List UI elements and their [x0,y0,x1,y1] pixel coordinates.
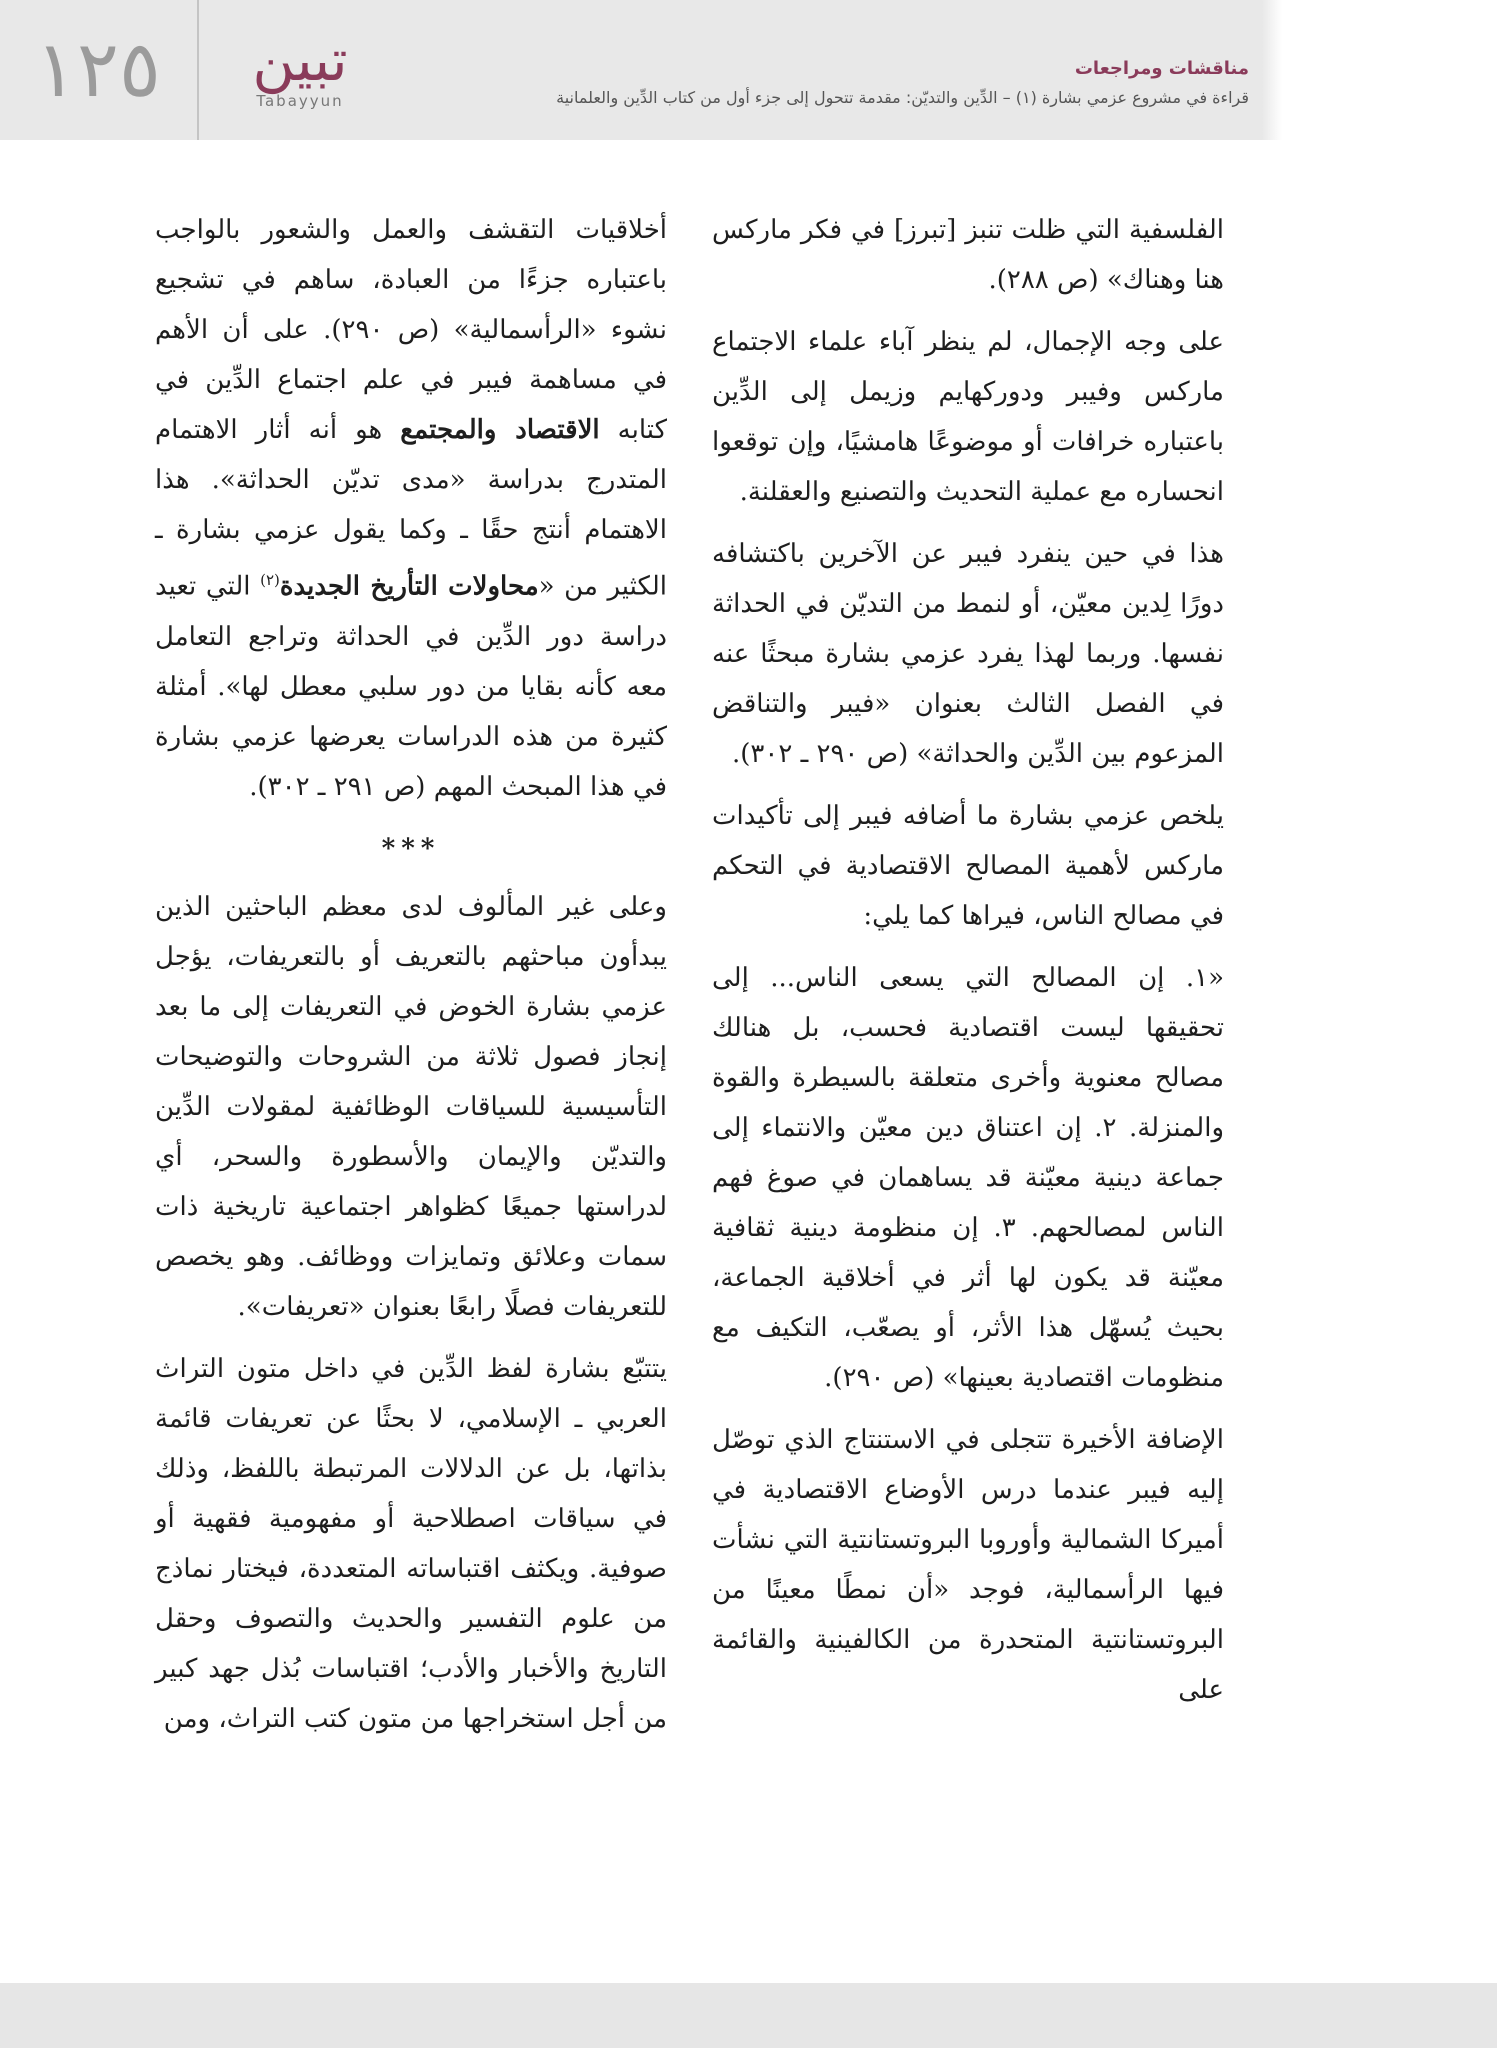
journal-logo [205,22,395,132]
section-separator: *** [381,833,441,864]
logo-english: Tabayyun [256,92,344,110]
text-run: هو أنه أثار الاهتمام المتدرج بدراسة «مدى تديّن الحداثة». هذا الاهتمام أنتج حقًا ـ وكما يقول عزمي بشارة ـ الكثير من « [155,415,667,602]
paragraph: يتتبّع بشارة لفظ الدِّين في داخل متون التراث العربي ـ الإسلامي، لا بحثًا عن تعريفات قائمة بذاتها، بل عن الدلالات المرتبطة باللفظ، وذلك في سياقات اصطلاحية أو مفهومية فقهية أو صوفية. ويكثف اقتباساته المتعددة، فيختار نماذج من علوم التفسير والحديث والتصوف وحقل التاريخ والأخبار والأدب؛ اقتباسات بُذل جهد كبير من أجل استخراجها من متون كتب التراث، ومن [155,1353,667,1734]
left-column [155,205,667,1756]
paragraph: وعلى غير المألوف لدى معظم الباحثين الذين يبدأون مباحثهم بالتعريف أو بالتعريفات، يؤجل عزمي بشارة الخوض في التعريفات إلى ما بعد إنجاز فصول ثلاثة من الشروحات والتوضيحات التأسيسية للسياقات الوظائفية لمقولات الدِّين والتديّن والإيمان والأسطورة والسحر، أي لدراستها جميعًا كظواهر اجتماعية تاريخية ذات سمات وعلائق وتمايزات ووظائف. وهو يخصص للتعريفات فصلًا رابعًا بعنوان «تعريفات». [155,891,667,1322]
right-column [712,205,1224,1727]
paragraph: الإضافة الأخيرة تتجلى في الاستنتاج الذي توصّل إليه فيبر عندما درس الأوضاع الاقتصادية في أميركا الشمالية وأوروبا البروتستانتية التي نشأت فيها الرأسمالية، فوجد «أن نمطًا معينًا من البروتستانتية المتحدرة من الكالفينية والقائمة على [712,1425,1224,1705]
paragraph: هذا في حين ينفرد فيبر عن الآخرين باكتشافه دورًا لِدين معيّن، أو لنمط من التديّن في الحداثة نفسها. وربما لهذا يفرد عزمي بشارة مبحثًا عنه في الفصل الثالث بعنوان «فيبر والتناقض المزعوم بين الدِّين والحداثة» (ص ٢٩٠ ـ ٣٠٢). [712,539,1224,769]
section-label: مناقشات ومراجعات [1074,58,1249,79]
paragraph: الفلسفية التي ظلت تنبز [تبرز] في فكر ماركس هنا وهناك» (ص ٢٨٨). [712,215,1224,295]
page-number: ١٢٥ [35,25,161,115]
text-run: التي تعيد دراسة دور الدِّين في الحداثة وتراجع التعامل معه كأنه بقايا من دور سلبي معطل لها». أمثلة كثيرة من هذه الدراسات يعرضها عزمي بشارة في هذا المبحث المهم (ص ٢٩١ ـ ٣٠٢). [155,571,667,802]
text-run: أخلاقيات التقشف والعمل والشعور بالواجب باعتباره جزءًا من العبادة، ساهم في تشجيع نشوء «الرأسمالية» (ص ٢٩٠). على أن الأهم في مساهمة فيبر في علم اجتماع الدِّين في كتابه [155,215,667,445]
logo-arabic: تبين [252,26,348,94]
emphasis-term: محاولات التأريخ الجديدة [279,571,539,602]
article-title: قراءة في مشروع عزمي بشارة (١) – الدِّين والتديّن: مقدمة تتحول إلى جزء أول من كتاب الدِّين والعلمانية [556,88,1249,107]
paragraph [155,205,667,812]
paragraph: على وجه الإجمال، لم ينظر آباء علماء الاجتماع ماركس وفيبر ودوركهايم وزيمل إلى الدِّين باعتباره خرافات أو موضوعًا هامشيًا، وإن توقعوا انحساره مع عملية التحديث والتصنيع والعقلنة. [712,327,1224,507]
page-number-box [0,0,196,140]
book-title: الاقتصاد والمجتمع [400,415,600,445]
footnote-ref[interactable]: (٢) [260,571,280,589]
footer-band [0,1983,1497,2048]
paragraph: يلخص عزمي بشارة ما أضافه فيبر إلى تأكيدات ماركس لأهمية المصالح الاقتصادية في التحكم في مصالح الناس، فيراها كما يلي: [712,801,1224,931]
header-shade [1262,0,1282,140]
quotation: «١. إن المصالح التي يسعى الناس... إلى تحقيقها ليست اقتصادية فحسب، بل هنالك مصالح معنوية وأخرى متعلقة بالسيطرة والقوة والمنزلة. ٢. إن اعتناق دين معيّن والانتماء إلى جماعة دينية معيّنة قد يساهمان في صوغ فهم الناس لمصالحهم. ٣. إن منظومة دينية ثقافية معيّنة قد يكون لها أثر في أخلاقية الجماعة، بحيث يُسهّل هذا الأثر، أو يصعّب، التكيف مع منظومات اقتصادية بعينها» (ص ٢٩٠). [712,963,1224,1393]
header-divider [197,0,199,140]
